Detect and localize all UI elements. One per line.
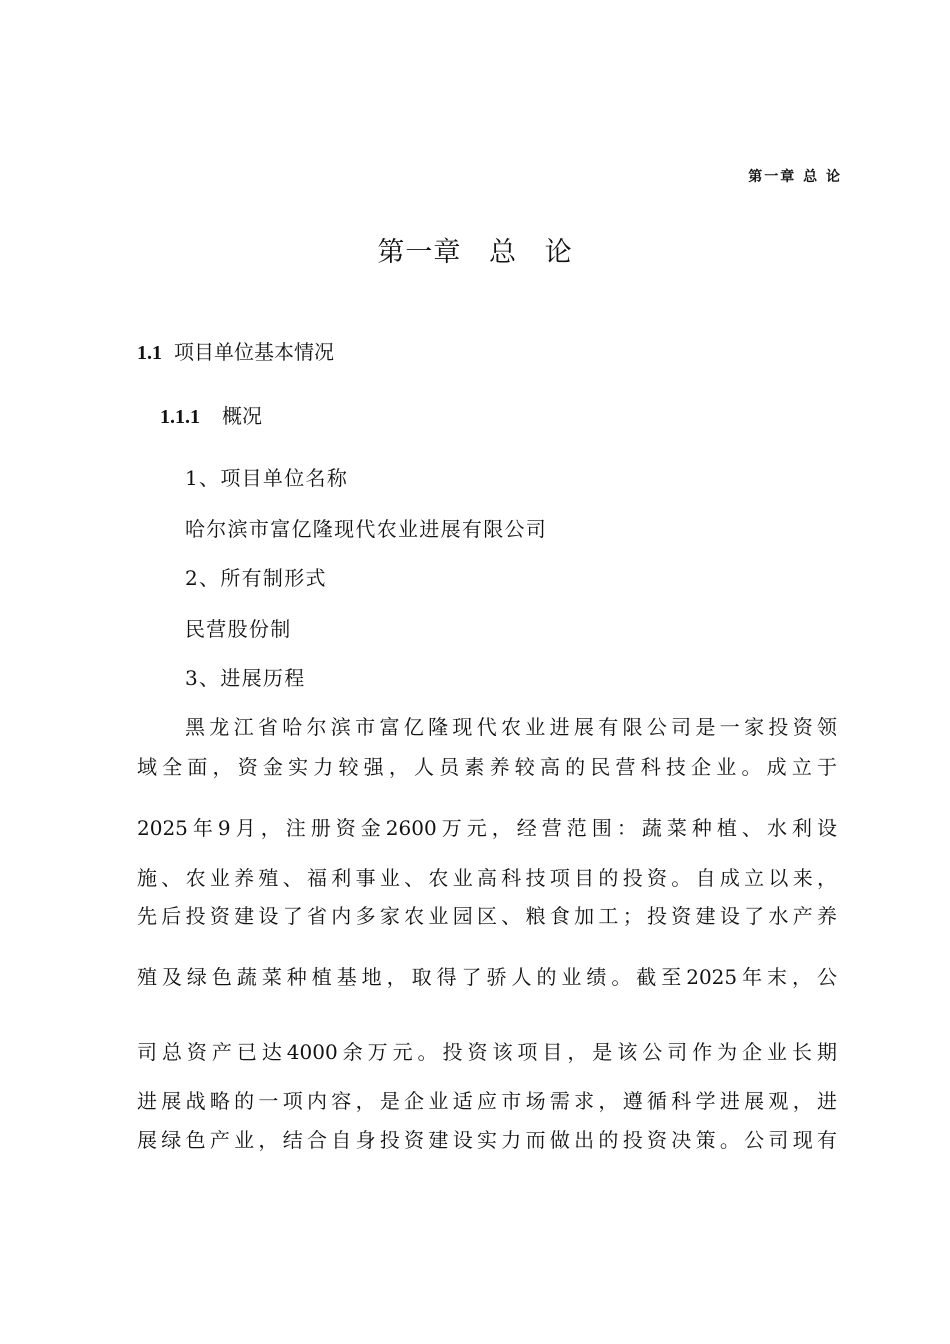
section-heading — [137, 336, 334, 365]
paragraph-line-1: 黑龙江省哈尔滨市富亿隆现代农业进展有限公司是一家投资领 — [185, 715, 837, 739]
paragraph-line-7: 司总资产已达4000余万元。投资该项目，是该公司作为企业长期 — [137, 1040, 837, 1064]
paragraph-line-9: 展绿色产业，结合自身投资建设实力而做出的投资决策。公司现有 — [137, 1128, 837, 1152]
paragraph-line-5: 先后投资建设了省内多家农业园区、粮食加工；投资建设了水产养 — [137, 904, 837, 928]
item-heading-2: 2、所有制形式 — [185, 566, 327, 590]
chapter-title: 第一章 总 论 — [377, 237, 573, 268]
item-heading-1: 1、项目单位名称 — [185, 466, 349, 490]
item-heading-3: 3、进展历程 — [185, 666, 306, 690]
section-number: 1.1 — [137, 342, 162, 364]
item-value-1: 哈尔滨市富亿隆现代农业进展有限公司 — [185, 517, 548, 541]
paragraph-line-3: 2025年9月，注册资金2600万元，经营范围：蔬菜种植、水利设 — [137, 816, 837, 840]
running-header: 第一章 总 论 — [748, 169, 842, 185]
item-value-2: 民营股份制 — [185, 617, 292, 641]
paragraph-line-6: 殖及绿色蔬菜种植基地，取得了骄人的业绩。截至2025年末，公 — [137, 965, 837, 989]
section-title: 项目单位基本情况 — [174, 340, 334, 364]
paragraph-line-8: 进展战略的一项内容，是企业适应市场需求，遵循科学进展观，进 — [137, 1089, 837, 1113]
subsection-heading — [160, 400, 262, 429]
subsection-title: 概况 — [222, 404, 262, 428]
subsection-number: 1.1.1 — [160, 406, 200, 428]
paragraph-line-4: 施、农业养殖、福利事业、农业高科技项目的投资。自成立以来， — [137, 866, 837, 890]
paragraph-line-2: 域全面，资金实力较强，人员素养较高的民营科技企业。成立于 — [137, 755, 837, 779]
